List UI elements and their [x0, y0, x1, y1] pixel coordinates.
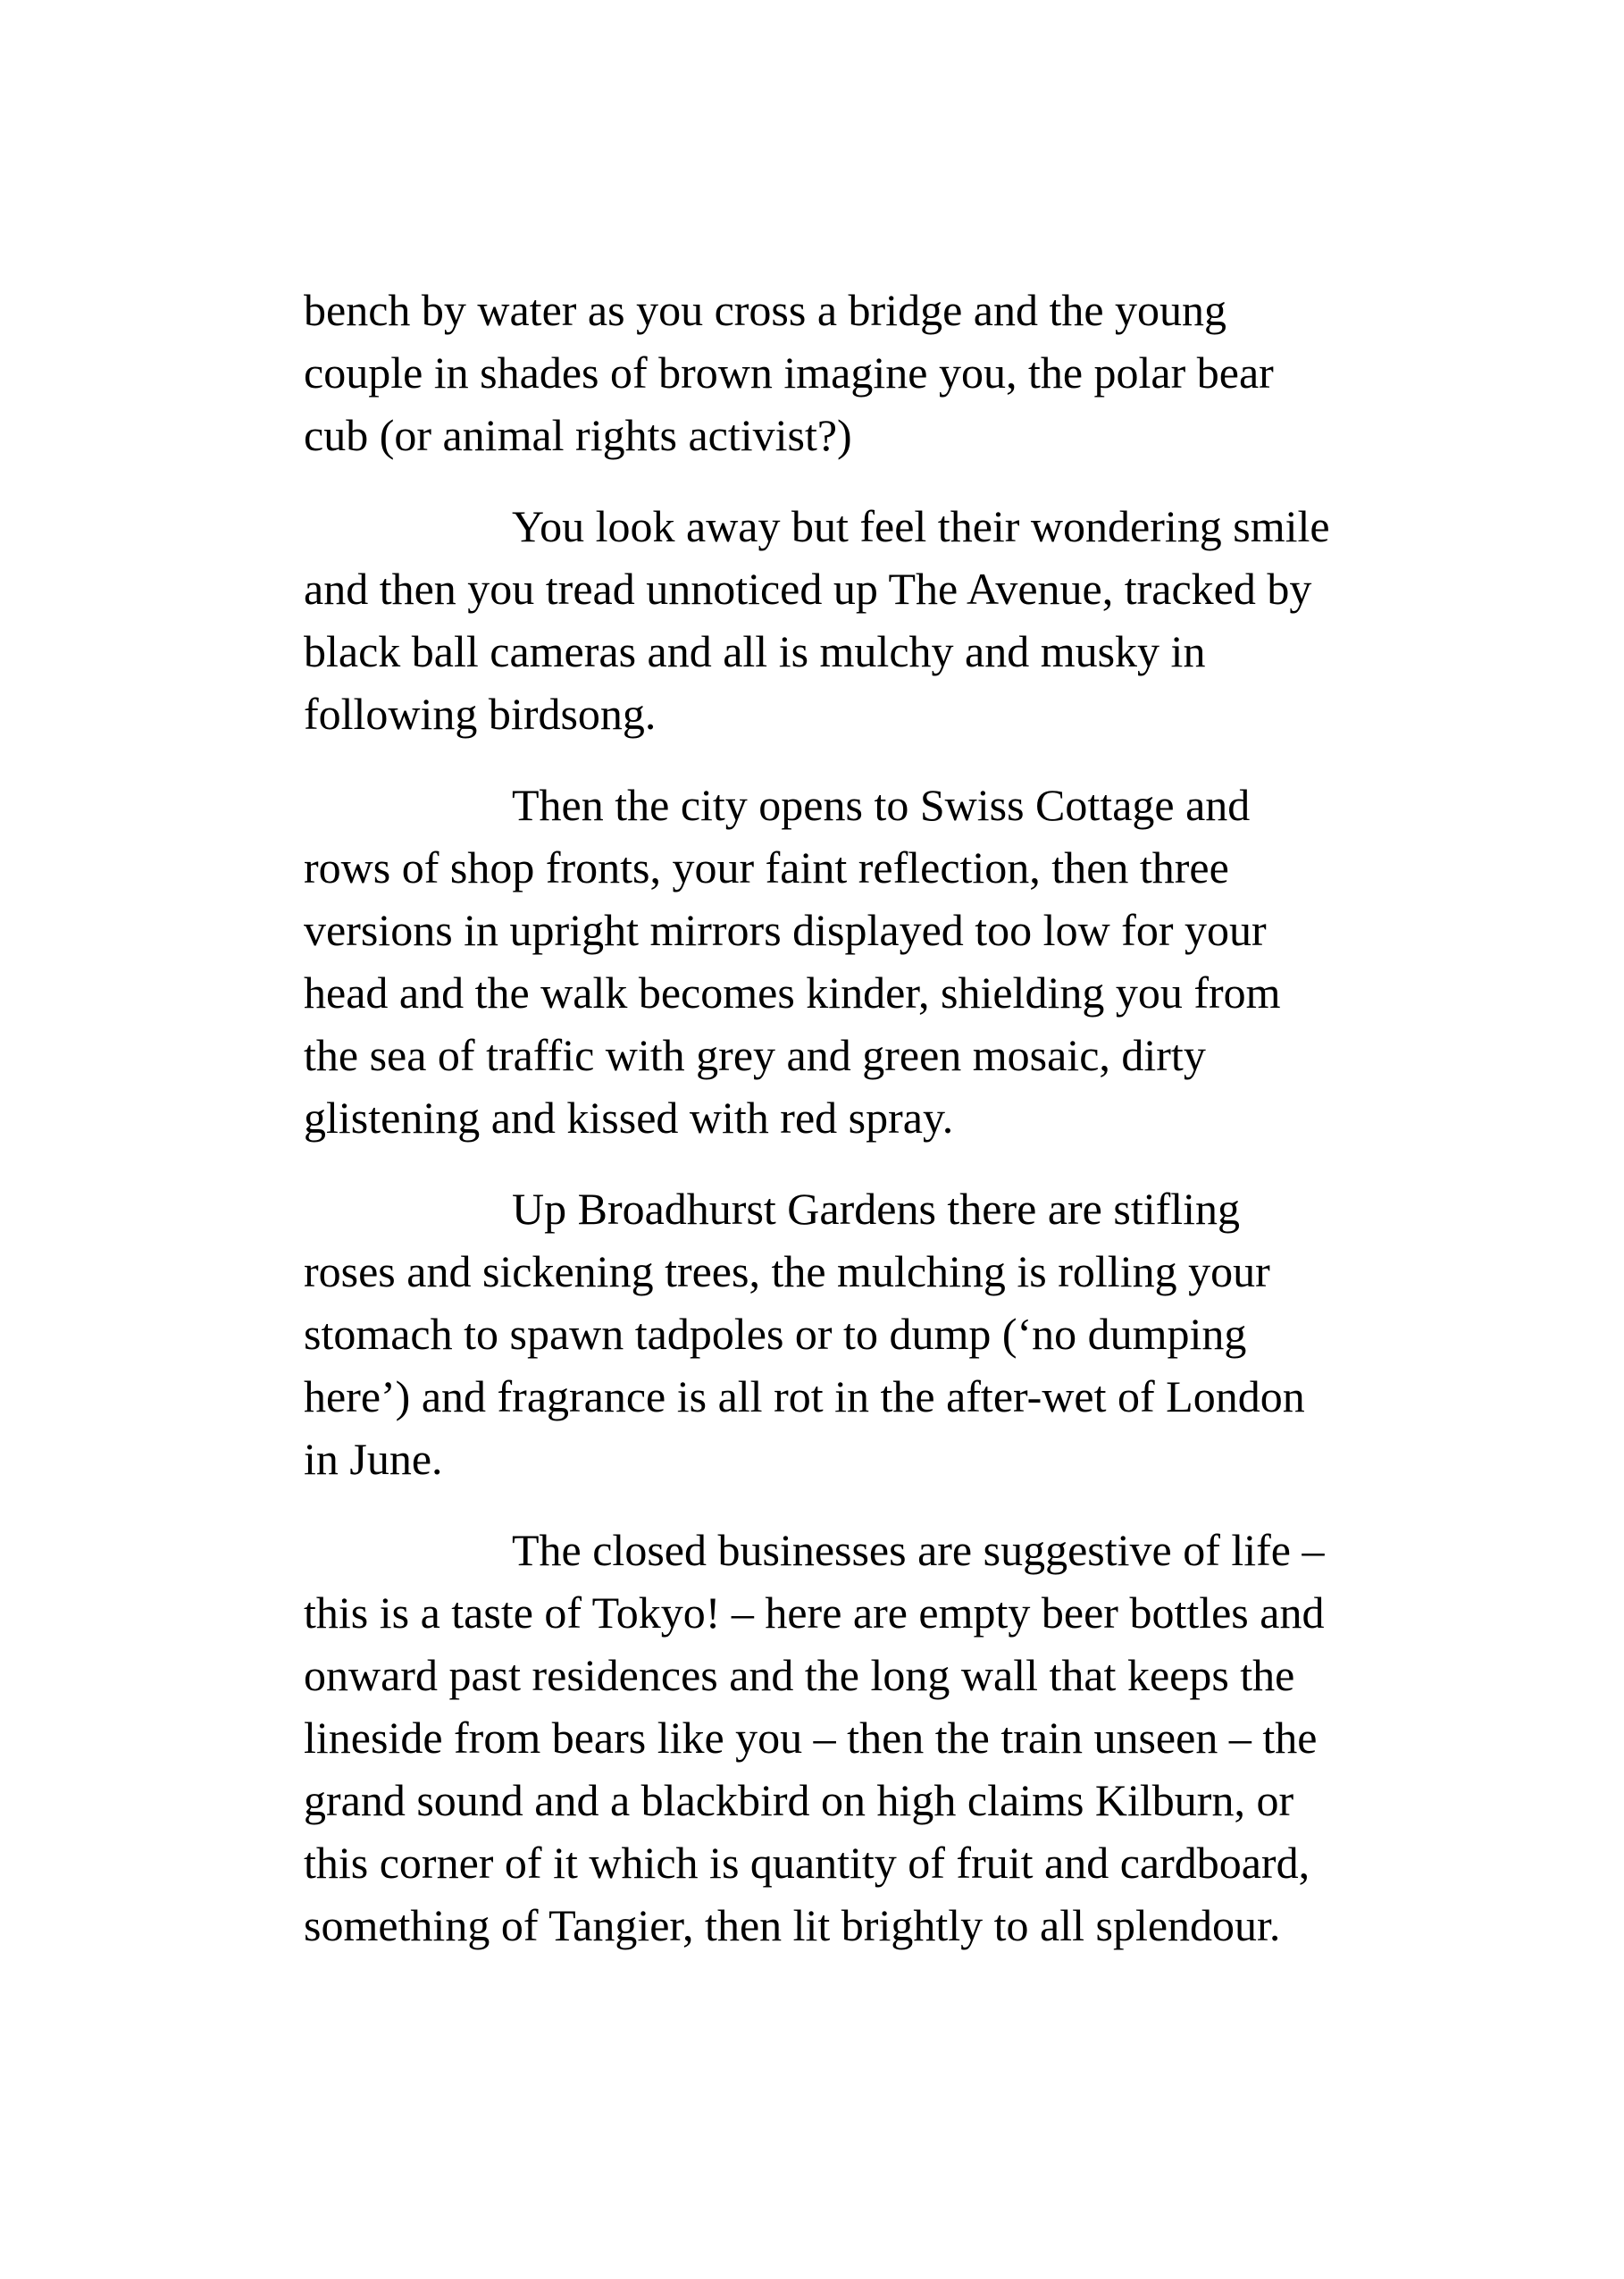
text-line: bench by water as you cross a bridge and the young — [304, 285, 1227, 335]
text-line: head and the walk becomes kinder, shielding you from — [304, 968, 1281, 1018]
text-line: in June. — [304, 1434, 443, 1484]
text-line: You look away but feel their wondering smile — [512, 501, 1330, 551]
text-line: Up Broadhurst Gardens there are stifling — [512, 1184, 1241, 1234]
paragraph — [304, 495, 1411, 745]
text-line: something of Tangier, then lit brightly to all splendour. — [304, 1900, 1281, 1950]
text-line: this corner of it which is quantity of fruit and cardboard, — [304, 1838, 1310, 1888]
text-line: the sea of traffic with grey and green mosaic, dirty — [304, 1030, 1206, 1080]
text-line: The closed businesses are suggestive of life – — [512, 1525, 1325, 1575]
text-line: versions in upright mirrors displayed too low for your — [304, 905, 1267, 955]
text-line: and then you tread unnoticed up The Avenue, tracked by — [304, 564, 1312, 614]
text-line: stomach to spawn tadpoles or to dump (‘no dumping — [304, 1309, 1247, 1359]
text-line: lineside from bears like you – then the train unseen – the — [304, 1713, 1318, 1763]
text-line: Then the city opens to Swiss Cottage and — [512, 780, 1251, 830]
text-line: cub (or animal rights activist?) — [304, 410, 852, 460]
text-line: this is a taste of Tokyo! – here are empty beer bottles and — [304, 1588, 1325, 1638]
paragraph — [304, 774, 1411, 1149]
paragraph — [304, 279, 1411, 466]
text-line: here’) and fragrance is all rot in the after-wet of London — [304, 1371, 1305, 1421]
text-line: grand sound and a blackbird on high claims Kilburn, or — [304, 1775, 1294, 1825]
text-line: onward past residences and the long wall that keeps the — [304, 1650, 1295, 1700]
text-line: black ball cameras and all is mulchy and musky in — [304, 626, 1206, 676]
body-text — [304, 279, 1411, 1985]
text-line: rows of shop fronts, your faint reflection, then three — [304, 842, 1229, 892]
text-line: glistening and kissed with red spray. — [304, 1093, 954, 1143]
paragraph — [304, 1177, 1411, 1490]
text-line: roses and sickening trees, the mulching is rolling your — [304, 1246, 1270, 1296]
text-line: couple in shades of brown imagine you, the polar bear — [304, 348, 1274, 398]
paragraph — [304, 1519, 1411, 1956]
text-line: following birdsong. — [304, 689, 657, 739]
